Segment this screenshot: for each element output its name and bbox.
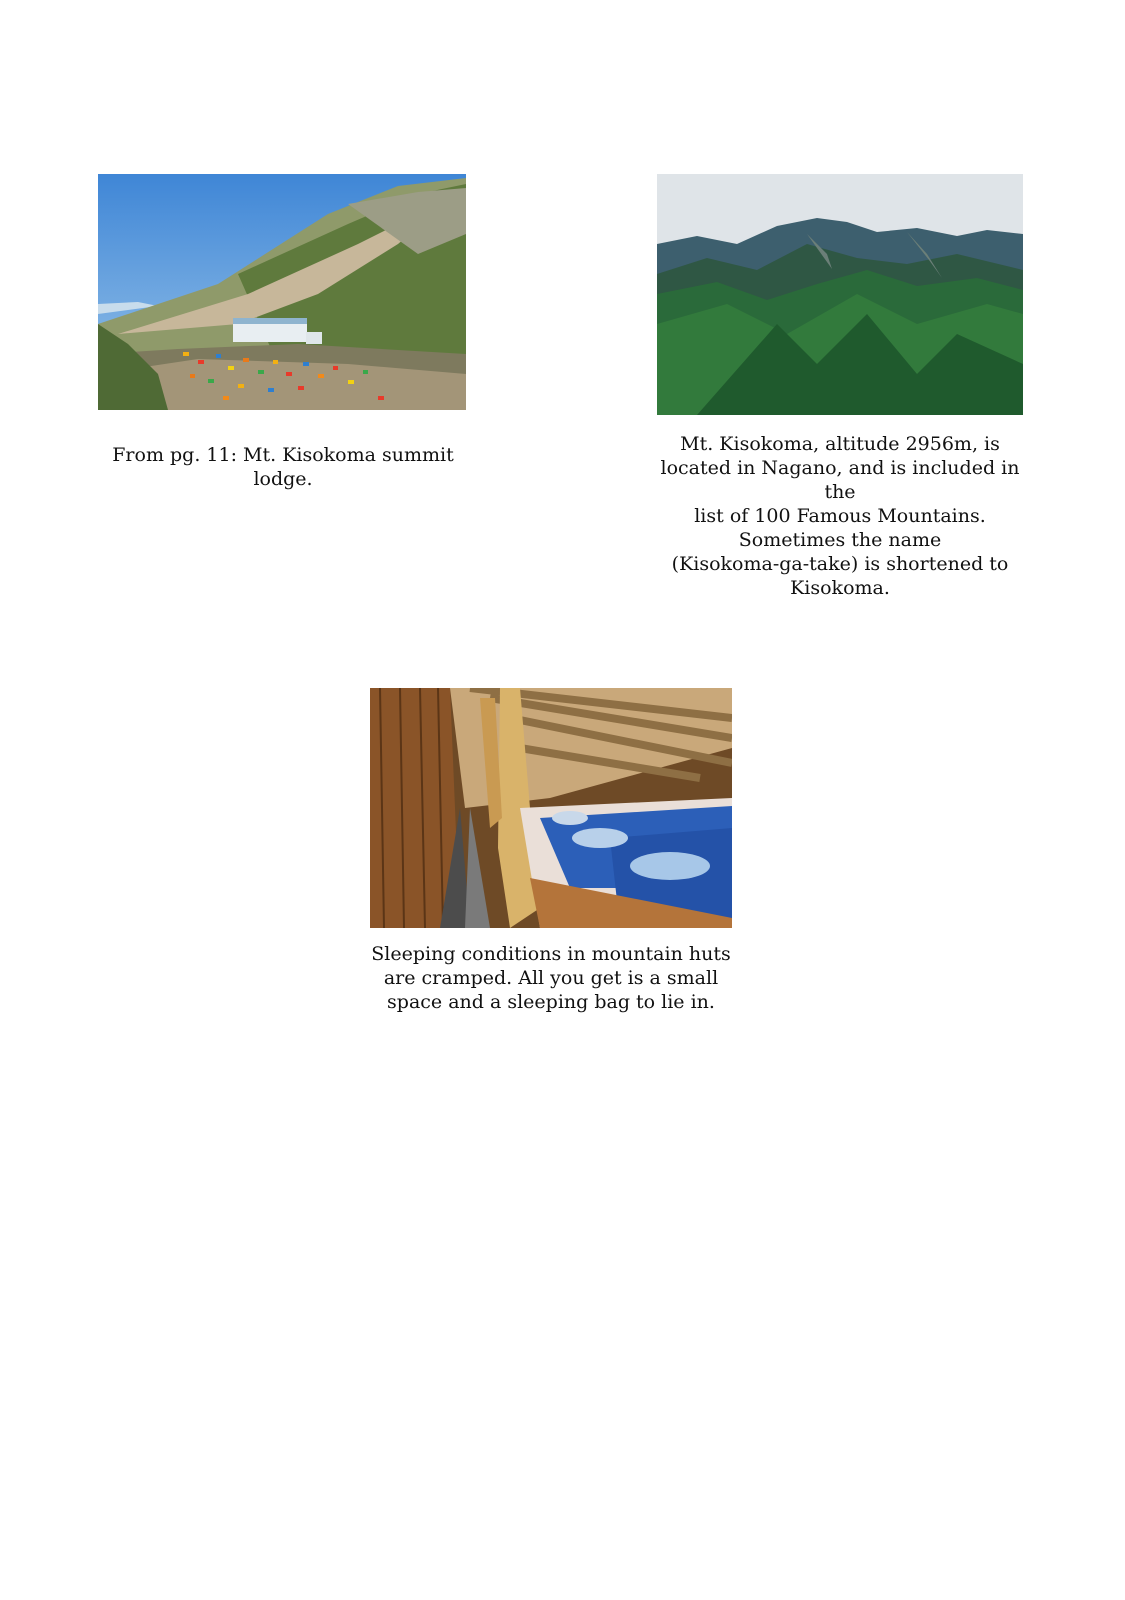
summit-lodge-photo [98,174,466,410]
mountain-range-photo [657,174,1023,415]
summit-lodge-caption: From pg. 11: Mt. Kisokoma summit lodge. [112,444,454,490]
mountain-caption: Mt. Kisokoma, altitude 2956m, is located in Nagano, and is included in the list of 100 Famous Mountains. Sometimes the name (Kisokoma-ga-take) is shortened to Kisokoma. [660,433,1020,599]
hut-interior-photo [370,688,732,928]
hut-interior-caption: Sleeping conditions in mountain huts are cramped. All you get is a small space and a sleeping bag to lie in. [371,943,731,1013]
